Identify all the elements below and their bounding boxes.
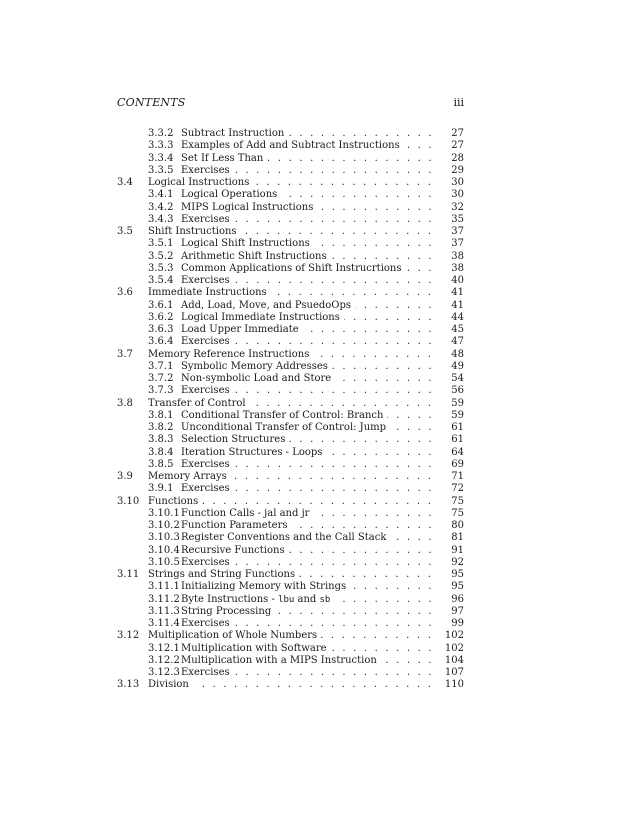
toc-entry-title: Arithmetic Shift Instructions [181,251,331,262]
toc-entry-number: 3.11.2 [148,593,180,605]
toc-entry-title: Strings and String Functions [148,569,299,580]
toc-entry-title: Memory Reference Instructions [148,349,313,360]
toc-subsection-entry[interactable] [117,165,464,177]
running-head-title: CONTENTS [117,96,186,109]
toc-entry-page: 27 [451,140,464,152]
toc-entry-number: 3.10.1 [148,507,180,519]
toc-entry-leader [148,630,438,642]
toc-entry-page: 54 [451,373,464,384]
toc-entry-number: 3.11.1 [148,581,180,593]
toc-entry-leader [181,667,438,679]
toc-entry-page: 95 [451,569,464,580]
toc-entry-number: 3.12.3 [148,667,180,678]
toc-entry-leader [181,324,438,336]
toc-entry-title: Exercises [181,275,234,286]
page-number: iii [453,96,464,109]
toc-entry-title: Load Upper Immediate [181,324,303,335]
toc-entry-leader [181,532,438,544]
toc-entry-leader [148,496,438,508]
toc-subsection-entry[interactable] [117,447,464,459]
toc-entry-title: Logical Immediate Instructions [181,312,344,323]
toc-entry-leader [181,361,438,373]
toc-entry-page: 91 [451,544,464,556]
toc-entry-number: 3.8.2 [148,422,174,433]
toc-entry-page: 45 [451,324,464,335]
toc-entry-page: 48 [451,348,464,360]
toc-entry-page: 47 [451,336,464,348]
toc-entry-title: Function Calls - jal and jr [181,508,313,519]
toc-entry-number: 3.7.2 [148,373,174,384]
toc-entry-number: 3.11 [117,569,140,580]
toc-entry-page: 81 [451,532,464,544]
toc-entry-title: Logical Shift Instructions [181,238,314,249]
toc-entry-leader [148,679,438,691]
toc-entry-number: 3.3.2 [148,128,174,139]
toc-entry-number: 3.5.2 [148,250,174,262]
toc-entry-page: 75 [451,507,464,519]
toc-entry-page: 35 [451,213,464,225]
toc-subsection-entry[interactable] [117,312,464,324]
running-head [117,96,464,110]
toc-subsection-entry[interactable] [117,606,464,618]
toc-entry-title: Unconditional Transfer of Control: Jump [181,422,390,433]
toc-entry-page: 30 [451,189,464,201]
toc-entry-number: 3.4.2 [148,201,174,213]
toc-entry-number: 3.5.3 [148,262,174,274]
toc-subsection-entry[interactable] [117,410,464,422]
toc-entry-title: Non-symbolic Load and Store [181,373,335,384]
toc-entry-number: 3.10 [117,495,140,507]
toc-entry-leader [181,238,438,250]
toc-entry-title: Immediate Instructions [148,287,271,298]
toc-entry-page: 40 [451,275,464,286]
toc-entry-leader [148,569,438,581]
toc-entry-title: Symbolic Memory Addresses [181,361,332,372]
toc-entry-page: 44 [451,311,464,323]
toc-subsection-entry[interactable] [117,385,464,397]
toc-entry-leader [181,153,438,165]
toc-entry-page: 28 [451,152,464,164]
toc-entry-leader [181,434,438,446]
toc-entry-number: 3.6.4 [148,336,174,348]
toc-entry-title: Selection Structures [181,434,289,445]
toc-subsection-entry[interactable] [117,128,464,140]
toc-entry-title: Add, Load, Move, and PsuedoOps [181,300,355,311]
toc-entry-title: Multiplication with a MIPS Instruction [181,655,381,666]
toc-entry-title: Exercises [181,336,234,347]
toc-entry-number: 3.11.4 [148,618,180,629]
toc-entry-leader [148,471,438,483]
toc-entry-page: 75 [451,495,464,507]
toc-entry-title: Exercises [181,214,234,225]
toc-entry-title: Exercises [181,667,234,678]
toc-entry-page: 80 [451,520,464,531]
toc-entry-number: 3.5.1 [148,238,174,250]
toc-entry-leader [181,557,438,569]
toc-subsection-entry[interactable] [117,238,464,250]
toc-entry-title: Exercises [181,459,234,470]
toc-entry-title: Exercises [181,557,234,568]
toc-subsection-entry[interactable] [117,557,464,569]
toc-subsection-entry[interactable] [117,140,464,152]
toc-entry-number: 3.8.1 [148,409,174,421]
toc-entry-leader [181,189,438,201]
toc-entry-title: Register Conventions and the Call Stack [181,532,390,543]
toc-entry-number: 3.7 [117,348,133,360]
toc-entry-number: 3.12.1 [148,642,180,654]
toc-subsection-entry[interactable] [117,422,464,434]
toc-entry-title: Logical Instructions [148,177,253,188]
toc-subsection-entry[interactable] [117,508,464,520]
toc-entry-number: 3.3.5 [148,164,174,176]
toc-entry-title: Shift Instructions [148,226,241,237]
toc-entry-number: 3.12.2 [148,654,180,666]
toc-entry-number: 3.10.4 [148,544,180,556]
toc-entry-number: 3.12 [117,630,140,642]
toc-subsection-entry[interactable] [117,434,464,446]
toc-entry-number: 3.4.3 [148,213,174,225]
toc-subsection-entry[interactable] [117,324,464,336]
toc-subsection-entry[interactable] [117,618,464,630]
toc-entry-leader [181,263,438,275]
toc-entry-leader [181,520,438,532]
toc-entry-leader [148,398,438,410]
toc-entry-leader [181,300,438,312]
toc-entry-leader [181,312,438,324]
toc-entry-number: 3.4.1 [148,189,174,201]
toc-entry-page: 97 [451,605,464,617]
toc-entry-page: 61 [451,434,464,446]
toc-entry-leader [181,483,438,495]
toc-entry-page: 59 [451,409,464,421]
toc-entry-leader [181,581,438,593]
toc-subsection-entry[interactable] [117,300,464,312]
toc-entry-page: 95 [451,581,464,593]
toc-subsection-entry[interactable] [117,361,464,373]
toc-subsection-entry[interactable] [117,520,464,532]
toc-entry-leader [181,655,438,667]
toc-subsection-entry[interactable] [117,214,464,226]
toc-section-entry[interactable] [117,496,464,508]
toc-subsection-entry[interactable] [117,263,464,275]
toc-entry-leader [181,410,438,422]
toc-entry-leader [181,545,438,557]
toc-entry-leader [181,214,438,226]
toc-entry-number: 3.9.1 [148,483,174,495]
toc-section-entry[interactable] [117,471,464,483]
toc-entry-page: 38 [451,262,464,274]
toc-entry-leader [181,202,438,214]
toc-entry-page: 37 [451,226,464,237]
toc-entry-number: 3.6.3 [148,324,174,335]
toc-section-entry[interactable] [117,679,464,691]
toc-subsection-entry[interactable] [117,373,464,385]
toc-entry-leader [181,606,438,618]
toc-entry-title: Subtract Instruction [181,128,288,139]
toc-entry-number: 3.10.5 [148,556,180,568]
toc-entry-number: 3.6.2 [148,311,174,323]
toc-entry-title: Exercises [181,165,234,176]
toc-subsection-entry[interactable] [117,655,464,667]
toc-entry-page: 96 [451,593,464,605]
toc-section-entry[interactable] [117,287,464,299]
toc-entry-page: 59 [451,397,464,409]
toc-subsection-entry[interactable] [117,275,464,287]
toc-section-entry[interactable] [117,349,464,361]
toc-entry-leader [148,226,438,238]
toc-entry-number: 3.7.1 [148,360,174,372]
toc-subsection-entry[interactable] [117,153,464,165]
toc-entry-page: 32 [451,201,464,213]
toc-entry-leader [181,643,438,655]
toc-entry-leader [148,349,438,361]
toc-entry-leader [181,275,438,287]
toc-entry-title: Recursive Functions [181,545,289,556]
toc-entry-page: 92 [451,556,464,568]
toc-entry-title: Multiplication with Software [181,643,331,654]
toc-entry-page: 38 [451,250,464,262]
toc-entry-number: 3.5 [117,226,133,237]
toc-subsection-entry[interactable] [117,581,464,593]
toc-entry-leader [181,251,438,263]
toc-entry-page: 102 [444,630,464,642]
toc-entry-page: 41 [451,287,464,299]
toc-section-entry[interactable] [117,398,464,410]
toc-entry-title: MIPS Logical Instructions [181,202,317,213]
toc-subsection-entry[interactable] [117,594,464,606]
toc-entry-number: 3.6 [117,287,133,299]
toc-entry-page: 30 [451,177,464,188]
toc-entry-page: 29 [451,164,464,176]
toc-subsection-entry[interactable] [117,336,464,348]
toc-subsection-entry[interactable] [117,643,464,655]
toc-entry-page: 102 [444,642,464,654]
toc-entry-number: 3.3.3 [148,140,174,152]
toc-entry-leader [181,373,438,385]
toc-entry-number: 3.13 [117,679,140,691]
toc-entry-page: 69 [451,458,464,470]
toc-entry-title: Exercises [181,618,234,629]
toc-entry-number: 3.6.1 [148,299,174,311]
toc-entry-title: Logical Operations [181,189,281,200]
toc-entry-title: Initializing Memory with Strings [181,581,350,592]
toc-entry-page: 104 [444,654,464,666]
table-of-contents [117,128,464,692]
toc-entry-page: 41 [451,299,464,311]
toc-entry-number: 3.4 [117,177,133,188]
toc-entry-title: Multiplication of Whole Numbers [148,630,321,641]
toc-subsection-entry[interactable] [117,189,464,201]
toc-entry-number: 3.10.3 [148,532,180,544]
toc-entry-number: 3.3.4 [148,152,174,164]
toc-entry-title: String Processing [181,606,275,617]
toc-entry-number: 3.5.4 [148,275,174,286]
toc-subsection-entry[interactable] [117,545,464,557]
toc-entry-leader [181,618,438,630]
toc-entry-page: 27 [451,128,464,139]
toc-entry-number: 3.11.3 [148,605,180,617]
toc-entry-page: 64 [451,446,464,458]
toc-entry-leader [181,165,438,177]
toc-entry-title: Exercises [181,483,234,494]
toc-entry-title: Transfer of Control [148,398,250,409]
toc-entry-page: 56 [451,385,464,397]
toc-entry-leader [181,140,438,152]
toc-entry-page: 61 [451,422,464,433]
toc-entry-number: 3.9 [117,471,133,482]
toc-section-entry[interactable] [117,630,464,642]
toc-subsection-entry[interactable] [117,667,464,679]
toc-entry-title: Exercises [181,385,234,396]
toc-entry-page: 99 [451,618,464,629]
toc-entry-number: 3.10.2 [148,520,180,531]
toc-subsection-entry[interactable] [117,202,464,214]
toc-entry-number: 3.8 [117,397,133,409]
toc-entry-leader [181,459,438,471]
toc-entry-leader [148,287,438,299]
toc-entry-title: Byte Instructions - lbu and sb [181,594,334,605]
toc-section-entry[interactable] [117,569,464,581]
toc-entry-title: Conditional Transfer of Control: Branch [181,410,387,421]
toc-entry-title: Function Parameters [181,520,292,531]
toc-entry-page: 72 [451,483,464,495]
toc-entry-number: 3.8.4 [148,446,174,458]
toc-entry-title: Set If Less Than [181,153,267,164]
toc-entry-leader [181,128,438,140]
toc-entry-leader [148,177,438,189]
toc-entry-title: Examples of Add and Subtract Instructions [181,140,404,151]
toc-entry-page: 49 [451,360,464,372]
toc-subsection-entry[interactable] [117,251,464,263]
toc-section-entry[interactable] [117,226,464,238]
toc-entry-page: 107 [444,667,464,678]
toc-entry-leader [181,447,438,459]
toc-entry-leader [181,508,438,520]
toc-entry-leader [181,594,438,606]
toc-entry-title: Functions [148,496,202,507]
toc-entry-page: 37 [451,238,464,250]
toc-entry-leader [181,336,438,348]
toc-entry-title: Memory Arrays [148,471,231,482]
toc-entry-number: 3.8.3 [148,434,174,446]
toc-section-entry[interactable] [117,177,464,189]
toc-entry-leader [181,385,438,397]
toc-subsection-entry[interactable] [117,483,464,495]
toc-entry-number: 3.7.3 [148,385,174,397]
toc-entry-number: 3.8.5 [148,458,174,470]
toc-entry-page: 110 [444,679,464,691]
toc-entry-leader [181,422,438,434]
toc-subsection-entry[interactable] [117,459,464,471]
toc-entry-title: Iteration Structures - Loops [181,447,326,458]
toc-entry-title: Division [148,679,193,690]
toc-entry-page: 71 [451,471,464,482]
toc-subsection-entry[interactable] [117,532,464,544]
toc-entry-title: Common Applications of Shift Instrucrtions [181,263,406,274]
